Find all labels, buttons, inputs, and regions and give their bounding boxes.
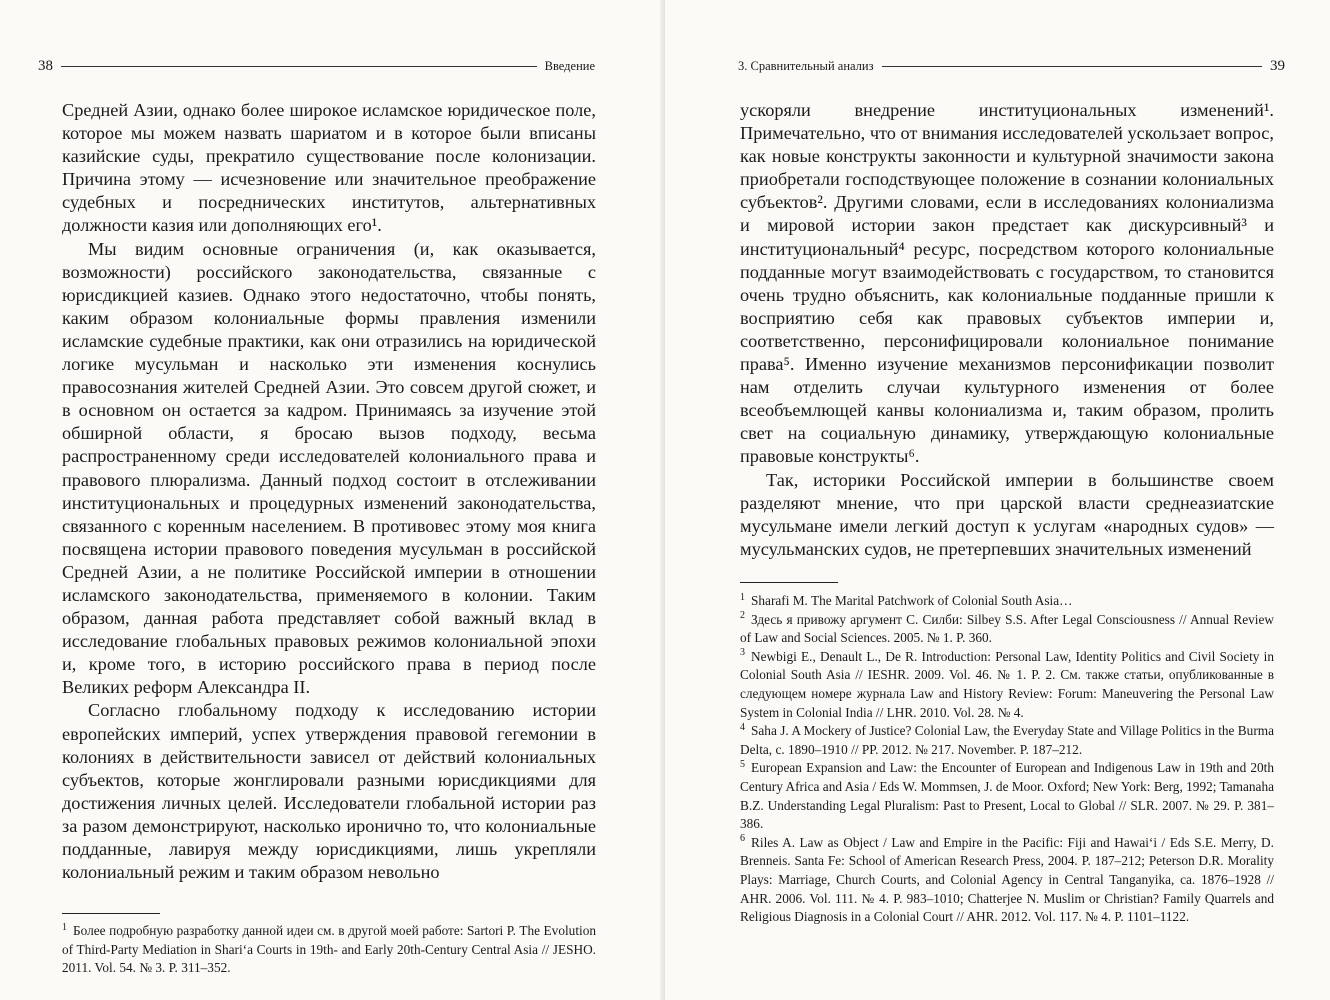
footnote-text: Newbigi E., Denault L., De R. Introduction: Personal Law, Identity Politics and Civil Society in Colonial South Asia // IESHR. 2009. Vol. 46. № 1. P. 2. См. также статьи, опубликованные в следующем номере журнала Law and History Review: Forum: Maneuvering the Personal Law System in Colonial India // LHR. 2010. Vol. 28. № 4. <box>740 648 1274 720</box>
right-page-header <box>738 55 1285 77</box>
footnote <box>740 611 1274 648</box>
right-page <box>665 0 1330 1000</box>
page-number: 38 <box>38 57 53 74</box>
footnote <box>740 834 1274 927</box>
footnote-number: 1 <box>62 921 67 933</box>
footnote-number: 1 <box>740 591 745 603</box>
header-rule <box>61 66 537 67</box>
footnote-number: 3 <box>740 647 745 659</box>
footnote-number: 4 <box>740 721 745 733</box>
footnote-rule <box>740 582 838 583</box>
left-page-body <box>62 99 596 884</box>
footnote-rule <box>62 913 160 914</box>
footnote-text: Saha J. A Mockery of Justice? Colonial Law, the Everyday State and Village Politics in the Burma Delta, c. 1890–1910 // PP. 2012. № 217. November. P. 187–212. <box>740 723 1274 757</box>
footnote-number: 2 <box>740 610 745 622</box>
paragraph: Так, историки Российской империи в большинстве своем разделяют мнение, что при царской власти среднеазиатские мусульмане имели легкий доступ к услугам «народных судов» — мусульманских судов, не претерпевших значительных изменений <box>740 469 1274 559</box>
running-head: 3. Сравнительный анализ <box>738 58 874 73</box>
paragraph: Мы видим основные ограничения (и, как оказывается, возможности) российского законодательства, связанные с юрисдикцией казиев. Однако этого недостаточно, чтобы понять, каким образом колониальные формы правления изменили исламские судебные практики, как они отразились на юридической логике мусульман и насколько эти изменения коснулись правосознания жителей Средней Азии. Это совсем другой сюжет, и в основном он остается за кадром. Принимаясь за изучение этой обширной области, я бросаю вызов подходу, весьма распространенному среди исследователей колониального права и правового плюрализма. Данный подход состоит в отслеживании институциональных и процедурных изменений законодательства, связанного с коренным населением. В противовес этому моя книга посвящена истории правового поведения мусульман в российской Средней Азии, а не политике Российской империи в отношении исламского законодательства, применяемого в колонии. Таким образом, данная работа представляет собой важный вклад в исследование глобальных правовых режимов колониальной эпохи и, кроме того, в историю российского права в период после Великих реформ Александра II. <box>62 238 596 698</box>
footnote <box>62 922 596 978</box>
footnote-text: Более подробную разработку данной идеи см. в другой моей работе: Sartori P. The Evolution of Third-Party Mediation in Shari‘a Courts in 19th- and Early 20th-Century Central Asia // JESHO. 2011. Vol. 54. № 3. P. 311–352. <box>62 923 596 976</box>
right-footnotes <box>740 592 1274 927</box>
paragraph: Согласно глобальному подходу к исследованию истории европейских империй, успех утверждения правовой гегемонии в колониях в действительности зависел от действий колониальных субъектов, которые жонглировали разными юрисдикциями для достижения личных целей. Исследователи глобальной истории раз за разом демонстрируют, насколько иронично то, что колониальные подданные, лавируя между юрисдикциями, лишь укрепляли колониальный режим и таким образом невольно <box>62 700 596 883</box>
footnote <box>740 722 1274 759</box>
footnote-number: 5 <box>740 758 745 770</box>
header-rule <box>882 66 1262 67</box>
footnote <box>740 648 1274 722</box>
running-head: Введение <box>544 58 595 73</box>
footnote-text: Sharafi M. The Marital Patchwork of Colonial South Asia… <box>751 593 1073 608</box>
paragraph: Средней Азии, однако более широкое исламское юридическое поле, которое мы можем назвать шариатом и в которое были вписаны казийские суды, прекратило существование после колонизации. Причина этому — исчезновение или значительное преображение судебных и посреднических институтов, альтернативных должности казия или дополняющих его¹. <box>62 100 596 236</box>
left-page-header <box>38 55 595 77</box>
left-footnotes <box>62 922 596 978</box>
paragraph: ускоряли внедрение институциональных изменений¹. Примечательно, что от внимания исследователей ускользает вопрос, как новые конструкты законности и культурной значимости закона приобретали господствующее положение в сознании колониальных субъектов². Другими словами, если в исследованиях колониализма и мировой истории закон предстает как дискурсивный³ и институциональный⁴ ресурс, посредством которого колониальные подданные могут взаимодействовать с государством, то становится очень трудно объяснить, как колониальные подданные пришли к восприятию себя как правовых субъектов империи и, соответственно, персонифицировали колониальное понимание права⁵. Именно изучение механизмов персонификации позволит нам отделить случаи культурного изменения от более всеобъемлющей канвы колониализма и, таким образом, пролить свет на социальную динамику, утверждающую колониальные правовые конструкты⁶. <box>740 100 1274 467</box>
page-number: 39 <box>1270 57 1285 74</box>
right-page-body <box>740 99 1274 561</box>
footnote-text: Riles A. Law as Object / Law and Empire in the Pacific: Fiji and Hawai‘i / Eds S.E. Merry, D. Brenneis. Santa Fe: School of American Research Press, 2004. P. 187–212; Peterson D.R. Morality Plays: Marriage, Church Courts, and Colonial Agency in Central Tanganyika, ca. 1876–1928 // AHR. 2006. Vol. 111. № 4. P. 983–1010; Chatterjee N. Muslim or Christian? Family Quarrels and Religious Diagnosis in a Colonial Court // AHR. 2012. Vol. 117. № 4. P. 1101–1122. <box>740 834 1274 925</box>
footnote-text: European Expansion and Law: the Encounter of European and Indigenous Law in 19th and 20th Century Africa and Asia / Eds W. Mommsen, J. de Moor. Oxford; New York: Berg, 1992; Tamanaha B.Z. Understanding Legal Pluralism: Past to Present, Local to Global // SLR. 2007. № 29. P. 381–386. <box>740 760 1274 832</box>
footnote <box>740 592 1274 611</box>
footnote-text: Здесь я привожу аргумент С. Силби: Silbey S.S. After Legal Consciousness // Annual Review of Law and Social Sciences. 2005. № 1. P. 360. <box>740 611 1274 646</box>
footnote-number: 6 <box>740 833 745 845</box>
footnote <box>740 759 1274 833</box>
